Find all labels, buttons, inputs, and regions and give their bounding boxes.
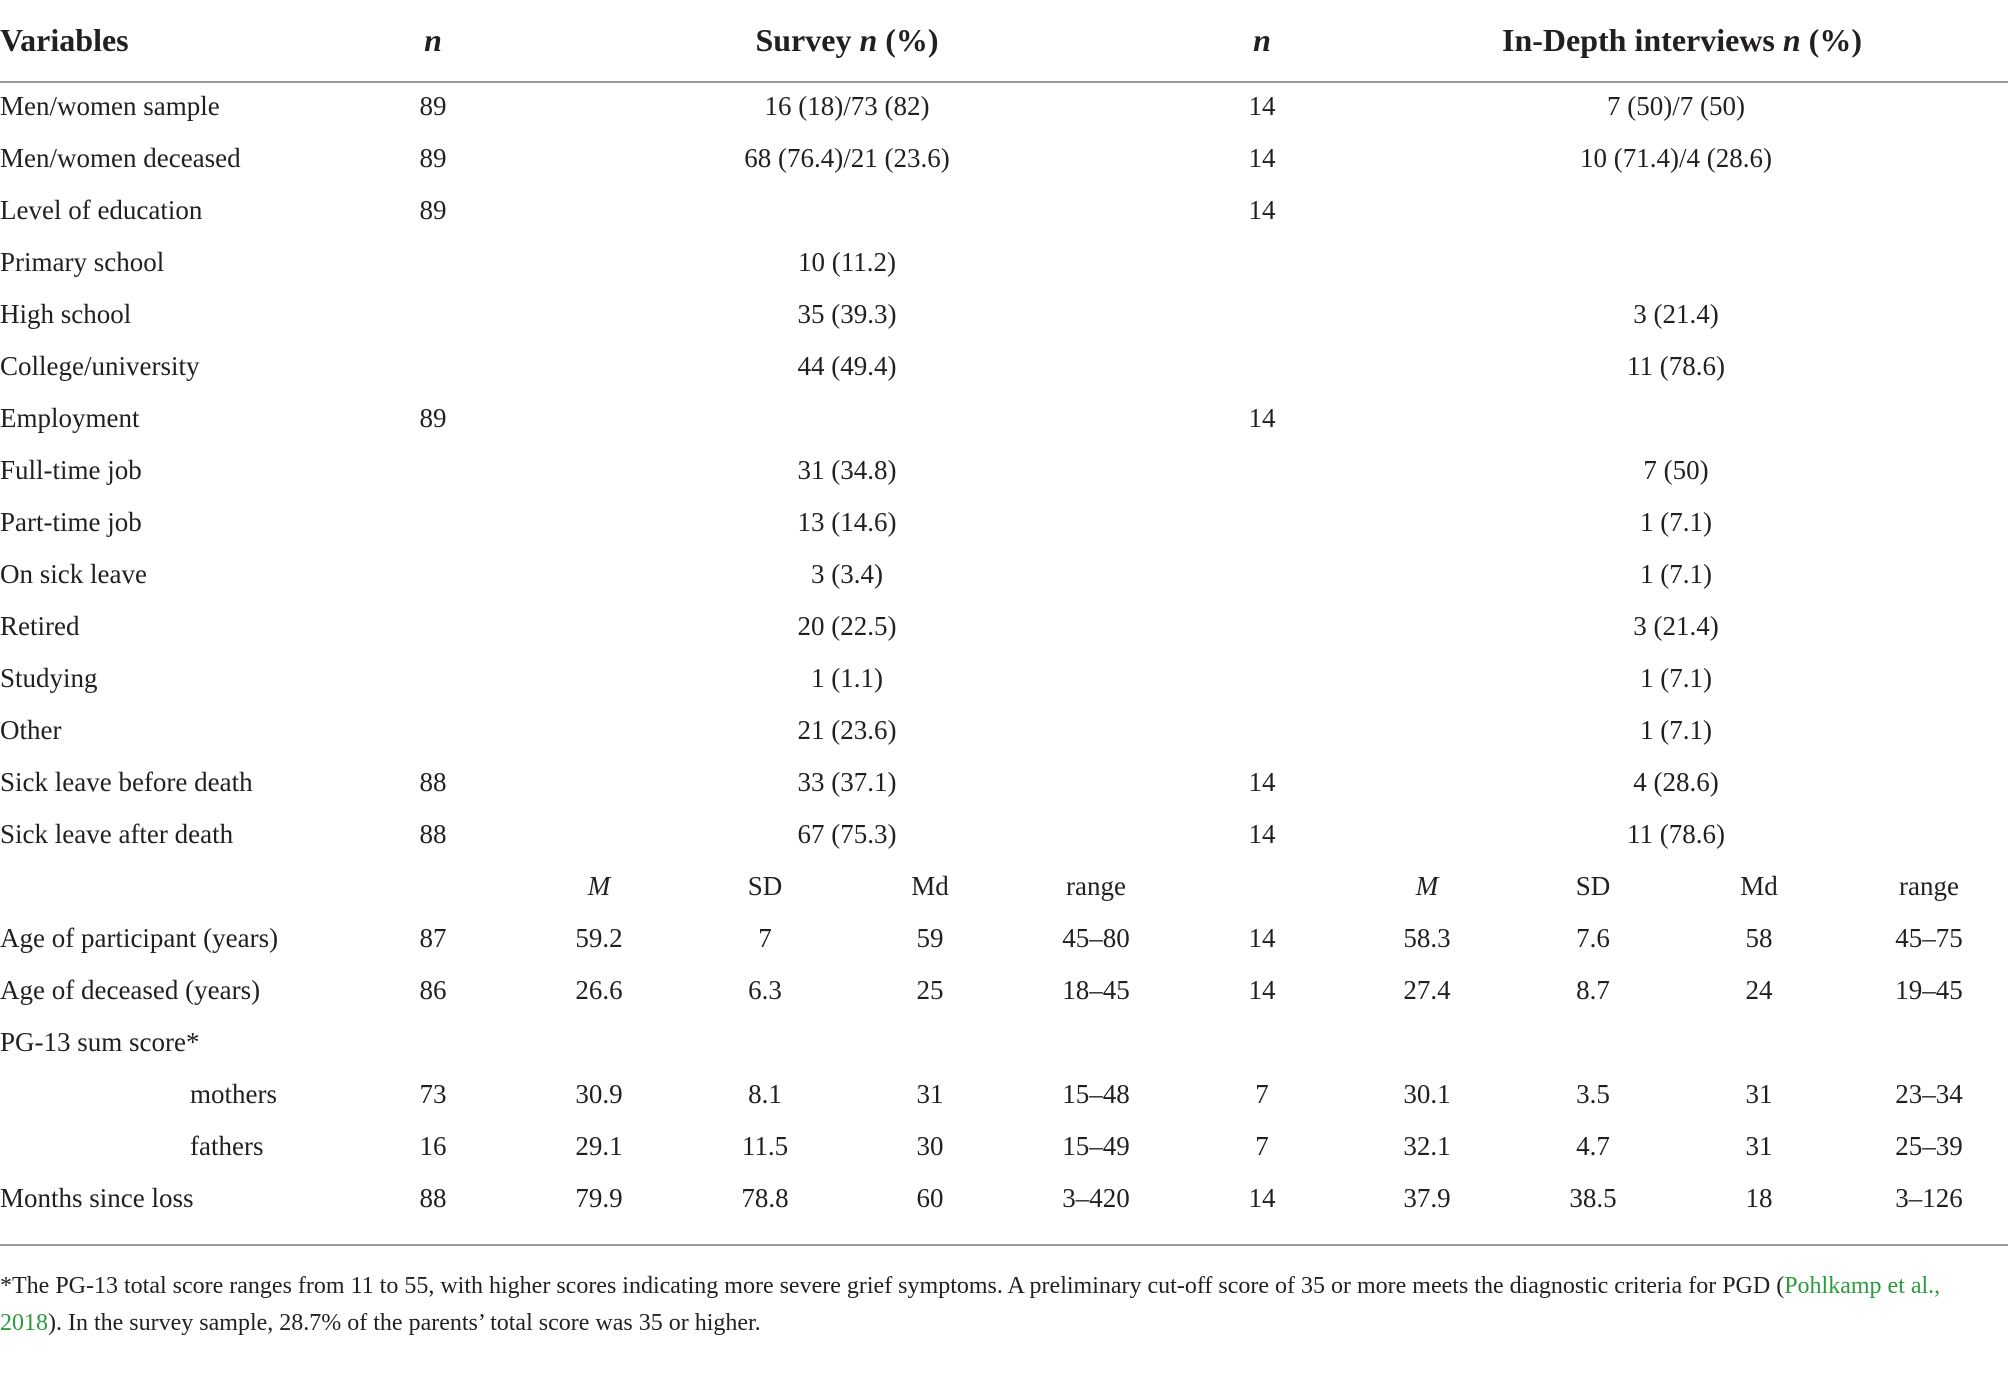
interviews-value-cell: 4 (28.6) bbox=[1633, 767, 1719, 797]
table-row bbox=[0, 600, 2008, 652]
survey-sd-cell: 7 bbox=[758, 923, 772, 953]
interviews-value-cell: 1 (7.1) bbox=[1640, 507, 1712, 537]
table-row bbox=[0, 496, 2008, 548]
interviews-md-cell: 31 bbox=[1745, 1131, 1773, 1161]
survey-m-cell: 29.1 bbox=[575, 1131, 623, 1161]
interviews-value-cell: 3 (21.4) bbox=[1633, 611, 1719, 641]
survey-n-cell: 88 bbox=[419, 819, 447, 849]
row-label: Men/women deceased bbox=[0, 143, 241, 173]
stats-header-row bbox=[0, 860, 2008, 912]
table-row bbox=[0, 912, 2008, 964]
interviews-md-cell: 24 bbox=[1745, 975, 1773, 1005]
survey-m-cell: 30.9 bbox=[575, 1079, 623, 1109]
interviews-n-cell: 14 bbox=[1248, 819, 1276, 849]
table-row bbox=[0, 444, 2008, 496]
survey-n-cell: 89 bbox=[419, 195, 447, 225]
interviews-n-cell: 14 bbox=[1248, 1183, 1276, 1213]
survey-n-cell: 87 bbox=[419, 923, 447, 953]
survey-md-cell: 30 bbox=[916, 1131, 944, 1161]
interviews-sd-cell: 38.5 bbox=[1569, 1183, 1617, 1213]
interviews-sd-cell: 7.6 bbox=[1576, 923, 1610, 953]
interviews-md-cell: 18 bbox=[1745, 1183, 1773, 1213]
interviews-value-cell: 7 (50)/7 (50) bbox=[1607, 91, 1745, 121]
table-row bbox=[0, 132, 2008, 184]
interviews-m-cell: 30.1 bbox=[1403, 1079, 1451, 1109]
footnote-text-end: ). In the survey sample, 28.7% of the parents’ total score was 35 or higher. bbox=[48, 1310, 761, 1336]
row-label: Full-time job bbox=[0, 455, 142, 485]
table-row bbox=[0, 340, 2008, 392]
survey-value-cell: 44 (49.4) bbox=[797, 351, 897, 381]
interviews-n-cell: 14 bbox=[1248, 767, 1276, 797]
row-label: mothers bbox=[190, 1079, 277, 1109]
interviews-range-cell: 45–75 bbox=[1895, 923, 1963, 953]
row-label: College/university bbox=[0, 351, 200, 381]
interviews-n-cell: 14 bbox=[1248, 403, 1276, 433]
row-label: Other bbox=[0, 715, 62, 745]
row-label: Men/women sample bbox=[0, 91, 220, 121]
row-label: High school bbox=[0, 299, 132, 329]
row-label: On sick leave bbox=[0, 559, 147, 589]
interviews-sd-cell: 8.7 bbox=[1576, 975, 1610, 1005]
row-label: Employment bbox=[0, 403, 140, 433]
interviews-range-cell: 19–45 bbox=[1895, 975, 1963, 1005]
row-label: Months since loss bbox=[0, 1183, 194, 1213]
interviews-m-cell: 37.9 bbox=[1403, 1183, 1451, 1213]
survey-sd-cell: 8.1 bbox=[748, 1079, 782, 1109]
table-row bbox=[0, 392, 2008, 444]
row-label: Studying bbox=[0, 663, 98, 693]
interviews-md-cell: 31 bbox=[1745, 1079, 1773, 1109]
survey-m-cell: 79.9 bbox=[575, 1183, 623, 1213]
footnote-text: *The PG-13 total score ranges from 11 to 55, with higher scores indicating more severe grief symptoms. A preliminary cut-off score of 35 or more meets the diagnostic criteria for PGD ( bbox=[0, 1273, 1785, 1299]
interviews-value-cell: 1 (7.1) bbox=[1640, 715, 1712, 745]
survey-sd-cell: 6.3 bbox=[748, 975, 782, 1005]
interviews-m-cell: 27.4 bbox=[1403, 975, 1451, 1005]
survey-md-header: Md bbox=[911, 871, 949, 901]
survey-value-cell: 1 (1.1) bbox=[811, 663, 883, 693]
table-header-row bbox=[0, 14, 2008, 66]
row-label: Part-time job bbox=[0, 507, 142, 537]
survey-n-cell: 86 bbox=[419, 975, 447, 1005]
table-row bbox=[0, 1068, 2008, 1120]
survey-md-cell: 59 bbox=[916, 923, 944, 953]
table-row bbox=[0, 808, 2008, 860]
interviews-range-header: range bbox=[1899, 871, 1959, 901]
table-row bbox=[0, 756, 2008, 808]
interviews-value-cell: 3 (21.4) bbox=[1633, 299, 1719, 329]
survey-sd-cell: 78.8 bbox=[741, 1183, 789, 1213]
interviews-range-cell: 3–126 bbox=[1895, 1183, 1963, 1213]
table-row bbox=[0, 652, 2008, 704]
table-row bbox=[0, 1172, 2008, 1224]
survey-value-cell: 33 (37.1) bbox=[797, 767, 897, 797]
row-label: Retired bbox=[0, 611, 80, 641]
header-variables: Variables bbox=[0, 22, 129, 58]
interviews-value-cell: 11 (78.6) bbox=[1627, 351, 1725, 381]
survey-value-cell: 20 (22.5) bbox=[797, 611, 897, 641]
survey-m-cell: 26.6 bbox=[575, 975, 623, 1005]
header-interviews-n: n bbox=[1253, 22, 1271, 58]
survey-value-cell: 67 (75.3) bbox=[797, 819, 897, 849]
survey-n-cell: 89 bbox=[419, 91, 447, 121]
survey-range-cell: 15–48 bbox=[1062, 1079, 1130, 1109]
row-label: Sick leave before death bbox=[0, 767, 253, 797]
table-row bbox=[0, 1120, 2008, 1172]
survey-value-cell: 31 (34.8) bbox=[797, 455, 897, 485]
survey-n-cell: 88 bbox=[419, 767, 447, 797]
survey-n-cell: 89 bbox=[419, 143, 447, 173]
table-row bbox=[0, 184, 2008, 236]
header-survey: Survey n (%) bbox=[755, 22, 939, 58]
bottom-rule bbox=[0, 1244, 2008, 1246]
table-row bbox=[0, 964, 2008, 1016]
citation-link[interactable]: Pohlkamp et al., 2018 bbox=[0, 1273, 1941, 1336]
header-survey-n: n bbox=[424, 22, 442, 58]
interviews-n-cell: 14 bbox=[1248, 195, 1276, 225]
survey-range-cell: 18–45 bbox=[1062, 975, 1130, 1005]
interviews-m-cell: 58.3 bbox=[1403, 923, 1451, 953]
table-row bbox=[0, 288, 2008, 340]
survey-range-header: range bbox=[1066, 871, 1126, 901]
survey-range-cell: 15–49 bbox=[1062, 1131, 1130, 1161]
interviews-n-cell: 7 bbox=[1255, 1131, 1269, 1161]
survey-value-cell: 35 (39.3) bbox=[797, 299, 897, 329]
survey-n-cell: 89 bbox=[419, 403, 447, 433]
header-interviews: In-Depth interviews n (%) bbox=[1502, 22, 1862, 58]
survey-m-header: M bbox=[587, 871, 611, 901]
interviews-md-header: Md bbox=[1740, 871, 1778, 901]
interviews-n-cell: 7 bbox=[1255, 1079, 1269, 1109]
interviews-value-cell: 7 (50) bbox=[1643, 455, 1709, 485]
interviews-m-cell: 32.1 bbox=[1403, 1131, 1451, 1161]
survey-n-cell: 88 bbox=[419, 1183, 447, 1213]
interviews-sd-cell: 4.7 bbox=[1576, 1131, 1610, 1161]
table-footnote bbox=[0, 1268, 2000, 1342]
table-row bbox=[0, 1016, 2008, 1068]
survey-sd-cell: 11.5 bbox=[741, 1131, 789, 1161]
survey-range-cell: 45–80 bbox=[1062, 923, 1130, 953]
interviews-range-cell: 25–39 bbox=[1895, 1131, 1963, 1161]
row-label: Age of participant (years) bbox=[0, 923, 279, 953]
survey-n-cell: 16 bbox=[419, 1131, 447, 1161]
table-row bbox=[0, 236, 2008, 288]
survey-m-cell: 59.2 bbox=[575, 923, 623, 953]
survey-md-cell: 60 bbox=[916, 1183, 944, 1213]
survey-range-cell: 3–420 bbox=[1062, 1183, 1130, 1213]
row-label: Sick leave after death bbox=[0, 819, 234, 849]
survey-value-cell: 68 (76.4)/21 (23.6) bbox=[744, 143, 950, 173]
interviews-sd-header: SD bbox=[1575, 871, 1611, 901]
interviews-range-cell: 23–34 bbox=[1895, 1079, 1963, 1109]
interviews-n-cell: 14 bbox=[1248, 923, 1276, 953]
survey-value-cell: 16 (18)/73 (82) bbox=[764, 91, 930, 121]
interviews-md-cell: 58 bbox=[1745, 923, 1773, 953]
survey-sd-header: SD bbox=[747, 871, 783, 901]
table-row bbox=[0, 704, 2008, 756]
interviews-n-cell: 14 bbox=[1248, 975, 1276, 1005]
row-label: PG-13 sum score* bbox=[0, 1027, 200, 1057]
survey-md-cell: 25 bbox=[916, 975, 944, 1005]
interviews-sd-cell: 3.5 bbox=[1576, 1079, 1610, 1109]
interviews-m-header: M bbox=[1415, 871, 1439, 901]
table-row bbox=[0, 548, 2008, 600]
interviews-value-cell: 1 (7.1) bbox=[1640, 559, 1712, 589]
row-label: Primary school bbox=[0, 247, 165, 277]
interviews-value-cell: 10 (71.4)/4 (28.6) bbox=[1580, 143, 1772, 173]
row-label: Age of deceased (years) bbox=[0, 975, 261, 1005]
row-label: fathers bbox=[190, 1131, 264, 1161]
survey-n-cell: 73 bbox=[419, 1079, 447, 1109]
survey-md-cell: 31 bbox=[916, 1079, 944, 1109]
survey-value-cell: 13 (14.6) bbox=[797, 507, 897, 537]
table-row bbox=[0, 80, 2008, 132]
row-label: Level of education bbox=[0, 195, 203, 225]
interviews-value-cell: 1 (7.1) bbox=[1640, 663, 1712, 693]
interviews-n-cell: 14 bbox=[1248, 91, 1276, 121]
interviews-n-cell: 14 bbox=[1248, 143, 1276, 173]
survey-value-cell: 21 (23.6) bbox=[797, 715, 897, 745]
survey-value-cell: 3 (3.4) bbox=[811, 559, 883, 589]
interviews-value-cell: 11 (78.6) bbox=[1627, 819, 1725, 849]
survey-value-cell: 10 (11.2) bbox=[798, 247, 896, 277]
